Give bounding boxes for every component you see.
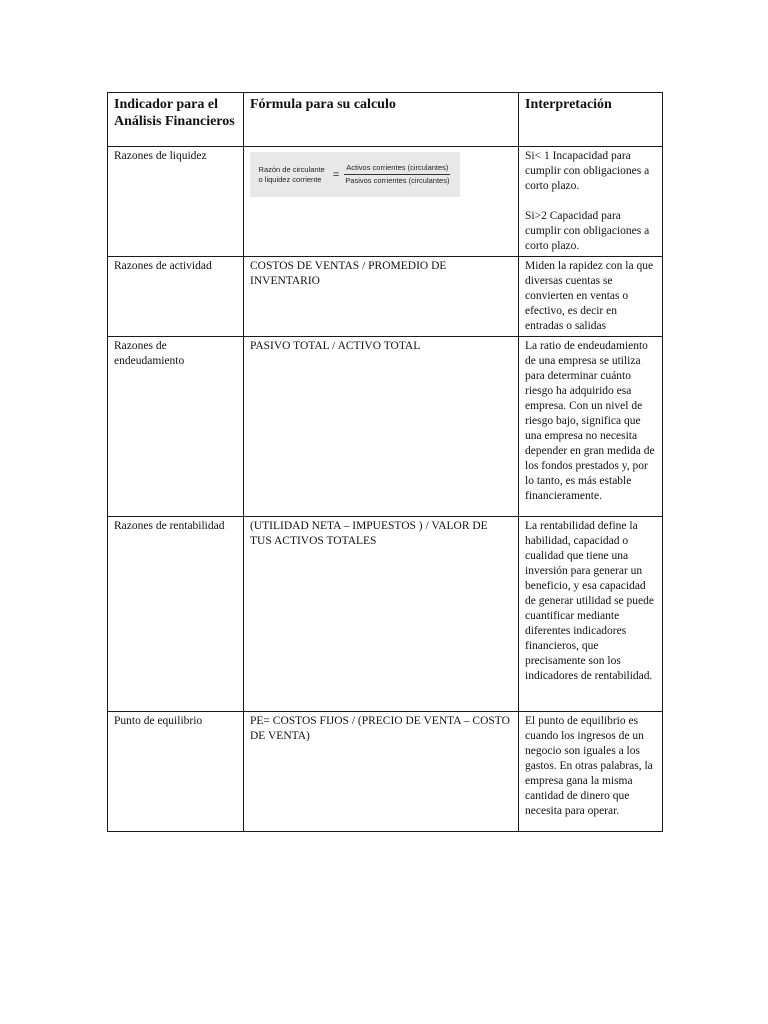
header-formula: Fórmula para su calculo xyxy=(244,93,519,147)
indicator-cell: Razones de liquidez xyxy=(108,147,244,257)
formula-cell: COSTOS DE VENTAS / PROMEDIO DE INVENTARIO xyxy=(244,257,519,337)
indicator-cell: Razones de rentabilidad xyxy=(108,517,244,712)
liquidity-formula-image xyxy=(250,152,460,197)
interpretation-cell: La ratio de endeudamiento de una empresa se utiliza para determinar cuánto riesgo ha adquirido esa empresa. Con un nivel de riesgo bajo, significa que una empresa no necesita depender en gran medida de los fondos prestados y, por lo tanto, es más estable financieramente. xyxy=(519,337,663,517)
formula-lhs-line2: o liquidez corriente xyxy=(258,174,322,184)
formula-denominator: Pasivos corrientes (circulantes) xyxy=(345,176,450,185)
table-row xyxy=(108,517,663,712)
interpretation-cell: Miden la rapidez con la que diversas cuentas se convierten en ventas o efectivo, es decir en entradas o salidas xyxy=(519,257,663,337)
interpretation-cell xyxy=(519,147,663,257)
table-row xyxy=(108,337,663,517)
formula-cell xyxy=(244,147,519,257)
interpretation-cell: El punto de equilibrio es cuando los ingresos de un negocio son iguales a los gastos. En otras palabras, la empresa gana la misma cantidad de dinero que necesita para operar. xyxy=(519,712,663,832)
table-header-row xyxy=(108,93,663,147)
table-row xyxy=(108,147,663,257)
interpretation-cell: La rentabilidad define la habilidad, capacidad o cualidad que tiene una inversión para generar un beneficio, y esa capacidad de generar utilidad se puede cuantificar mediante diferentes indicadores financieros, que precisamente son los indicadores de rentabilidad. xyxy=(519,517,663,712)
formula-cell: (UTILIDAD NETA – IMPUESTOS ) / VALOR DE TUS ACTIVOS TOTALES xyxy=(244,517,519,712)
paragraph-gap xyxy=(525,194,656,209)
table-row xyxy=(108,257,663,337)
interpretation-paragraph: Si>2 Capacidad para cumplir con obligaciones a corto plazo. xyxy=(525,210,650,252)
header-interpretation: Interpretación xyxy=(519,93,663,147)
formula-numerator: Activos corrientes (circulantes) xyxy=(344,163,450,175)
formula-cell: PASIVO TOTAL / ACTIVO TOTAL xyxy=(244,337,519,517)
formula-cell: PE= COSTOS FIJOS / (PRECIO DE VENTA – COSTO DE VENTA) xyxy=(244,712,519,832)
formula-lhs xyxy=(259,165,325,185)
interpretation-paragraph: Si< 1 Incapacidad para cumplir con obligaciones a corto plazo. xyxy=(525,150,650,192)
formula-fraction xyxy=(343,163,451,186)
formula-lhs-line1: Razón de circulante xyxy=(258,164,325,174)
indicator-cell: Razones de actividad xyxy=(108,257,244,337)
indicator-cell: Punto de equilibrio xyxy=(108,712,244,832)
table-row xyxy=(108,712,663,832)
indicator-cell: Razones de endeudamiento xyxy=(108,337,244,517)
formula-equals: = xyxy=(332,168,340,181)
header-indicator: Indicador para el Análisis Financieros xyxy=(108,93,244,147)
financial-indicators-table xyxy=(107,92,663,832)
